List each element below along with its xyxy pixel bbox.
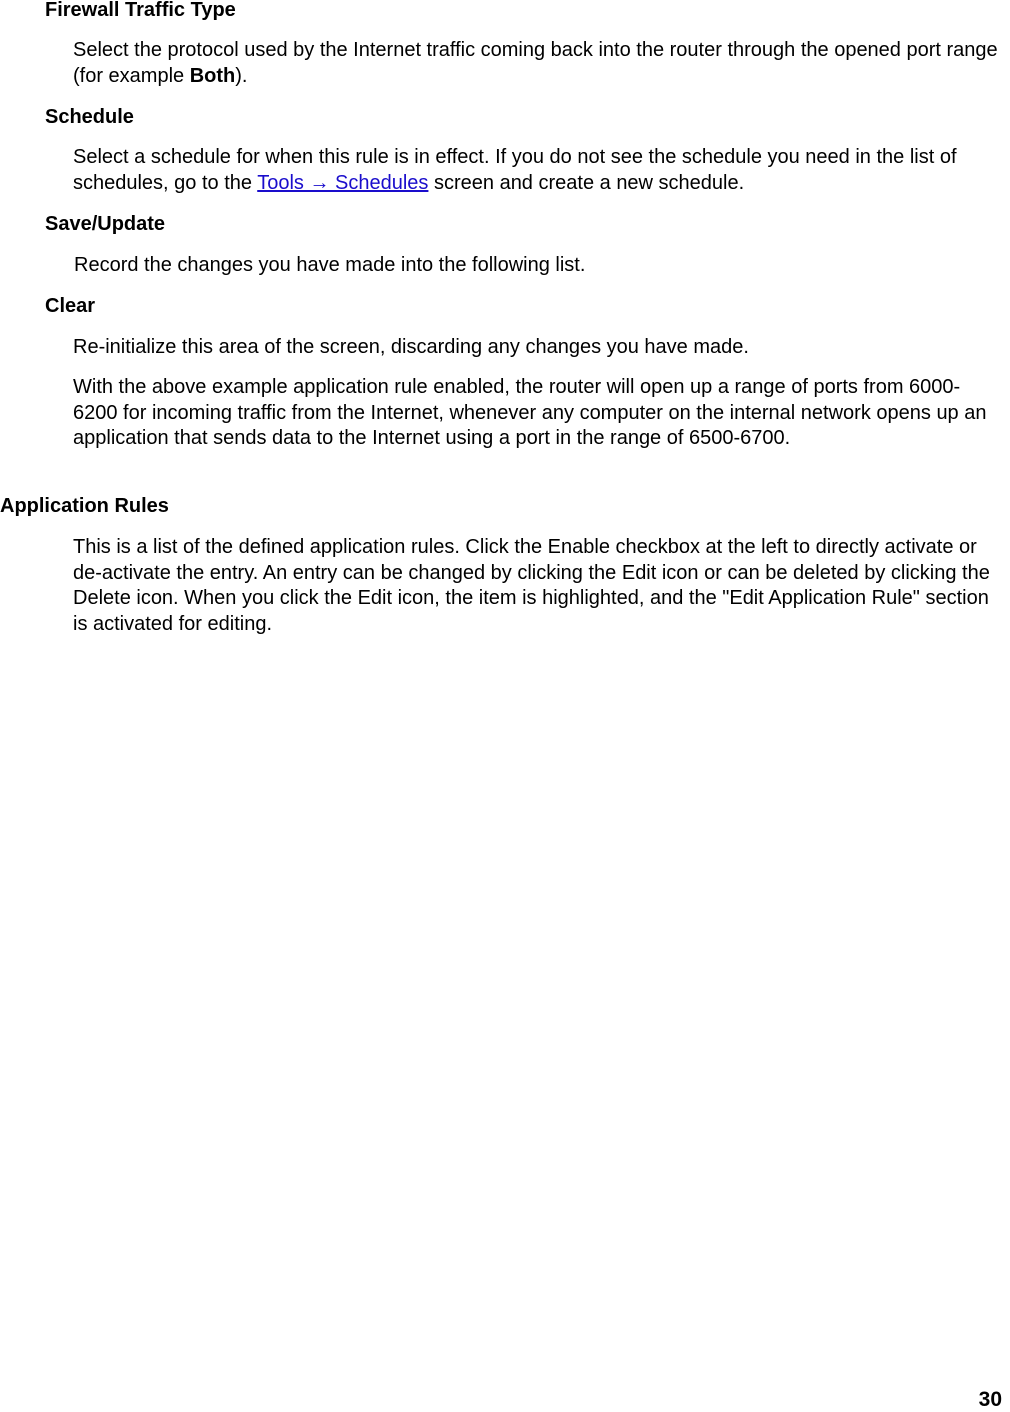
application-rules-description: This is a list of the defined application rules. Click the Enable checkbox at the left to directly activate or de-activate the entry. An entry can be changed by clicking the Edit icon or can be deleted by clicking the Delete icon. When you click the Edit icon, the item is highlighted, and the "Edit Application Rule" section is activated for editing. xyxy=(73,536,990,635)
schedule-text: Select a schedule for when this rule is in effect. If you do not see the schedule you need in the list of schedules, go to the xyxy=(73,146,957,194)
example-rule-explanation: With the above example application rule enabled, the router will open up a range of ports from 6000-6200 for incoming traffic from the Internet, whenever any computer on the internal network opens up an application that sends data to the Internet using a port in the range of 6500-6700. xyxy=(73,376,987,449)
schedule-text-end: screen and create a new schedule. xyxy=(428,171,745,194)
page-number: 30 xyxy=(978,1388,1002,1411)
firewall-traffic-type-example: Both xyxy=(189,64,236,87)
firewall-traffic-type-heading: Firewall Traffic Type xyxy=(45,0,236,21)
firewall-traffic-type-description xyxy=(73,38,1003,89)
schedule-heading: Schedule xyxy=(45,106,134,128)
save-update-description: Record the changes you have made into the following list. xyxy=(74,254,586,276)
clear-heading: Clear xyxy=(45,295,96,317)
firewall-traffic-type-text: Select the protocol used by the Internet traffic coming back into the router through the opened port range (for example xyxy=(73,39,998,87)
schedule-description xyxy=(73,145,1003,196)
firewall-traffic-type-text-end: ). xyxy=(235,64,248,87)
save-update-heading: Save/Update xyxy=(45,213,166,235)
application-rules-heading: Application Rules xyxy=(0,495,169,517)
clear-description: Re-initialize this area of the screen, discarding any changes you have made. xyxy=(73,336,749,358)
tools-schedules-link[interactable]: Tools → Schedules xyxy=(257,171,429,194)
